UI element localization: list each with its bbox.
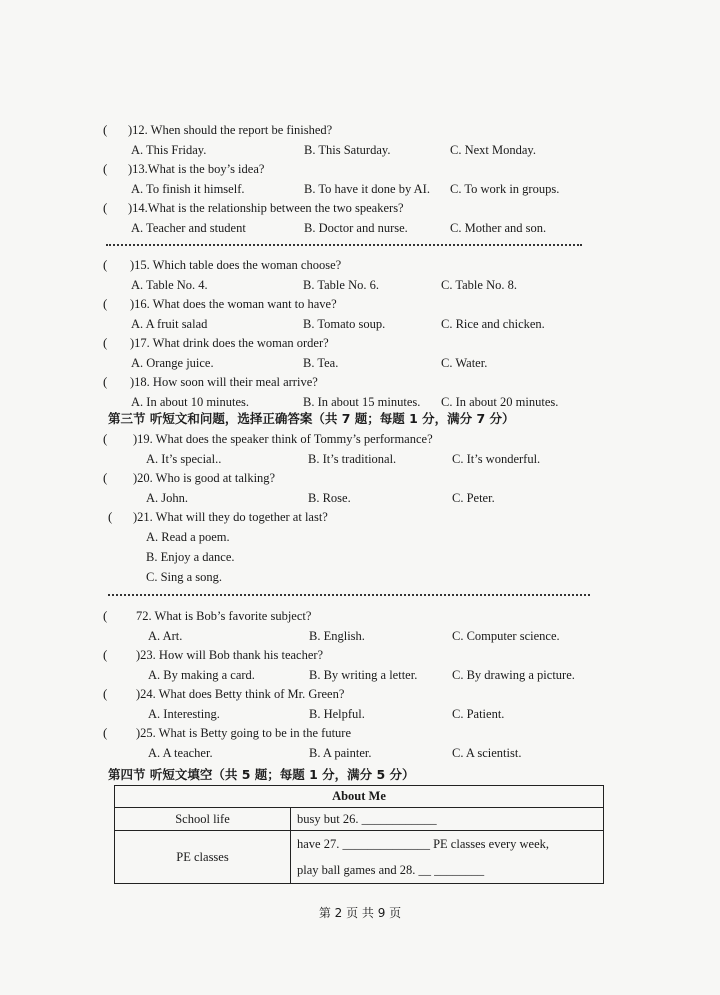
answer-paren: ( (103, 470, 108, 485)
question-text: )17. What drink does the woman order? (130, 336, 329, 350)
option-b: B. Enjoy a dance. (146, 550, 235, 564)
option-c: C. Peter. (452, 491, 495, 505)
question-text: )20. Who is good at talking? (133, 471, 276, 485)
answer-paren: ( (103, 257, 108, 272)
option-b: B. To have it done by AI. (304, 182, 430, 196)
option-a: A. Interesting. (148, 707, 220, 721)
answer-paren: ( (103, 431, 108, 446)
answer-paren: ( (103, 608, 108, 623)
answer-paren: ( (103, 161, 108, 176)
table-header: About Me (115, 786, 604, 808)
row-pe-classes-blanks (291, 831, 604, 884)
pe-line-1: have 27. ______________ PE classes every week, (297, 837, 550, 851)
answer-paren: ( (108, 509, 113, 524)
option-b: B. This Saturday. (304, 143, 391, 157)
option-c: C. Sing a song. (146, 570, 223, 584)
answer-paren: ( (103, 374, 108, 389)
question-text: )25. What is Betty going to be in the future (136, 726, 352, 740)
option-b: B. Table No. 6. (303, 278, 379, 292)
option-a: A. Table No. 4. (131, 278, 208, 292)
option-c: C. Patient. (452, 707, 505, 721)
option-c: C. Rice and chicken. (441, 317, 545, 331)
row-label-school-life: School life (115, 808, 291, 831)
section-4-title: 第四节 听短文填空（共 5 题；每题 1 分，满分 5 分） (108, 767, 415, 782)
option-b: B. A painter. (309, 746, 372, 760)
option-a: A. By making a card. (148, 668, 255, 682)
answer-paren: ( (103, 200, 108, 215)
option-c: C. A scientist. (452, 746, 522, 760)
row-label-pe-classes: PE classes (115, 831, 291, 884)
option-c: C. In about 20 minutes. (441, 395, 559, 409)
question-text: )21. What will they do together at last? (133, 510, 328, 524)
option-b: B. By writing a letter. (309, 668, 418, 682)
question-text: )16. What does the woman want to have? (130, 297, 337, 311)
answer-paren: ( (103, 296, 108, 311)
option-b: B. Tea. (303, 356, 339, 370)
question-text: )15. Which table does the woman choose? (130, 258, 342, 272)
page-footer: 第 2 页 共 9 页 (318, 906, 402, 920)
option-a: A. A fruit salad (131, 317, 208, 331)
option-a: A. It’s special.. (146, 452, 222, 466)
option-c: C. Computer science. (452, 629, 560, 643)
question-text: )12. When should the report be finished? (128, 123, 333, 137)
option-b: B. Tomato soup. (303, 317, 386, 331)
option-c: C. To work in groups. (450, 182, 560, 196)
question-text: )14.What is the relationship between the two speakers? (128, 201, 404, 215)
option-c: C. Water. (441, 356, 488, 370)
answer-paren: ( (103, 335, 108, 350)
option-a: A. Orange juice. (131, 356, 214, 370)
option-c: C. Mother and son. (450, 221, 547, 235)
option-c: C. By drawing a picture. (452, 668, 575, 682)
about-me-table (114, 785, 604, 884)
option-a: A. This Friday. (131, 143, 207, 157)
option-a: A. John. (146, 491, 189, 505)
option-c: C. Table No. 8. (441, 278, 517, 292)
question-text: )18. How soon will their meal arrive? (130, 375, 318, 389)
option-a: A. Art. (148, 629, 183, 643)
dotted-divider (108, 594, 590, 596)
answer-paren: ( (103, 647, 108, 662)
row-school-life-blank: busy but 26. ____________ (291, 808, 604, 831)
question-text: 72. What is Bob’s favorite subject? (136, 609, 312, 623)
section-3-title: 第三节 听短文和问题，选择正确答案（共 7 题；每题 1 分，满分 7 分） (108, 411, 515, 426)
option-c: C. It’s wonderful. (452, 452, 541, 466)
option-b: B. Rose. (308, 491, 351, 505)
answer-paren: ( (103, 686, 108, 701)
question-text: )19. What does the speaker think of Tommy’s performance? (133, 432, 433, 446)
question-text: )13.What is the boy’s idea? (128, 162, 265, 176)
option-a: A. A teacher. (148, 746, 213, 760)
pe-line-2: play ball games and 28. __ ________ (297, 863, 485, 877)
answer-paren: ( (103, 122, 108, 137)
option-b: B. Doctor and nurse. (304, 221, 408, 235)
option-b: B. Helpful. (309, 707, 365, 721)
question-text: )23. How will Bob thank his teacher? (136, 648, 324, 662)
option-a: A. Read a poem. (146, 530, 230, 544)
option-a: A. To finish it himself. (131, 182, 245, 196)
option-b: B. In about 15 minutes. (303, 395, 421, 409)
option-b: B. English. (309, 629, 365, 643)
option-c: C. Next Monday. (450, 143, 536, 157)
option-a: A. In about 10 minutes. (131, 395, 250, 409)
option-a: A. Teacher and student (131, 221, 246, 235)
option-b: B. It’s traditional. (308, 452, 397, 466)
question-text: )24. What does Betty think of Mr. Green? (136, 687, 345, 701)
dotted-divider (106, 244, 582, 246)
answer-paren: ( (103, 725, 108, 740)
